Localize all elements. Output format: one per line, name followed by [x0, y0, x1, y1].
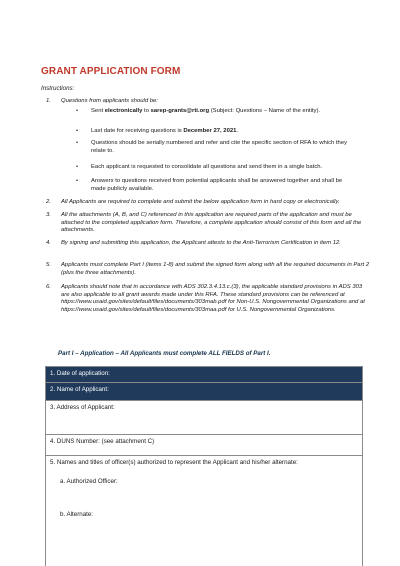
field-label: 2. Name of Applicant:	[50, 386, 109, 393]
item-text: By signing and submitting this application, the Applicant attests to the Anti-Terrorism Certification in item 12.	[61, 240, 341, 246]
field-address-of-applicant[interactable]	[45, 400, 363, 435]
form-title: GRANT APPLICATION FORM	[41, 66, 181, 77]
bullet-text: Answers to questions received from potential applicants shall be answered together and shall be made publicly available.	[91, 178, 343, 192]
email-link[interactable]: sarep-grants@rti.org	[150, 108, 210, 114]
field-label: 1. Date of application:	[50, 370, 110, 377]
field-authorized-officers	[45, 455, 363, 566]
item-text: All Applicants are required to complete and submit the below application form in hard copy or electronically.	[61, 199, 340, 205]
bullet-text: Sent electronically to sarep-grants@rti.org (Subject: Questions – Name of the entity).	[91, 108, 321, 114]
instructions-label: Instructions:	[41, 85, 75, 92]
item-number: 4.	[46, 240, 51, 246]
bullet-dot-icon: •	[76, 164, 79, 170]
field-date-of-application[interactable]	[45, 366, 363, 383]
bullet-dot-icon: •	[76, 108, 79, 114]
alternate-label[interactable]: b. Alternate:	[60, 511, 94, 518]
item-number: 1.	[46, 98, 51, 104]
field-label: 5. Names and titles of officer(s) authorized to represent the Applicant and his/her alternate:	[50, 459, 298, 466]
bullet-dot-icon: •	[76, 178, 79, 184]
item-number: 5.	[46, 262, 51, 268]
bullet-text: Questions should be serially numbered and refer and cite the specific section of RFA to which they relate to.	[91, 140, 348, 154]
item-number: 3.	[46, 212, 51, 218]
item-text: Applicants should note that in accordance with ADS 302.3.4.13.c.(3), the applicable standard provisions in ADS 303 are also applicable to all grant awards made under this RFA. These standard provisions can be referenced at https://www.usaid.gov/sites/default/files/documents/303mab.pdf for Non-U.S. Nongovernmental Organizations and at https://www.usaid.gov/sites/default/files/documents/303maa.pdf for U.S. Nongovernmental Organizations.	[61, 284, 365, 313]
part-one-heading: Part I – Application – All Applicants must complete ALL FIELDS of Part I.	[58, 350, 271, 357]
item-number: 2.	[46, 199, 51, 205]
bullet-dot-icon: •	[76, 128, 79, 134]
field-duns-number[interactable]	[45, 434, 363, 456]
field-name-of-applicant[interactable]	[45, 382, 363, 401]
authorized-officer-label[interactable]: a. Authorized Officer:	[60, 478, 118, 485]
bullet-text: Each applicant is requested to consolidate all questions and send them in a single batch.	[91, 164, 323, 170]
field-label: 4. DUNS Number: (see attachment C)	[50, 438, 155, 445]
bullet-text: Last date for receiving questions is December 27, 2021.	[91, 128, 239, 134]
item-text: Applicants must complete Part I (items 1-8) and submit the signed form along with all the required documents in Part 2 (plus the three attachments).	[61, 262, 370, 276]
item-number: 6.	[46, 284, 51, 290]
item-text: Questions from applicants should be:	[61, 98, 158, 104]
application-form-table	[45, 366, 365, 566]
field-label: 3. Address of Applicant:	[50, 404, 115, 411]
item-text: All the attachments (A, B, and C) referenced in this application are required parts of the application and must be attached to the completed application form. Therefore, a complete application should consist of this form and all the attachments.	[61, 212, 362, 234]
bullet-dot-icon: •	[76, 140, 79, 146]
